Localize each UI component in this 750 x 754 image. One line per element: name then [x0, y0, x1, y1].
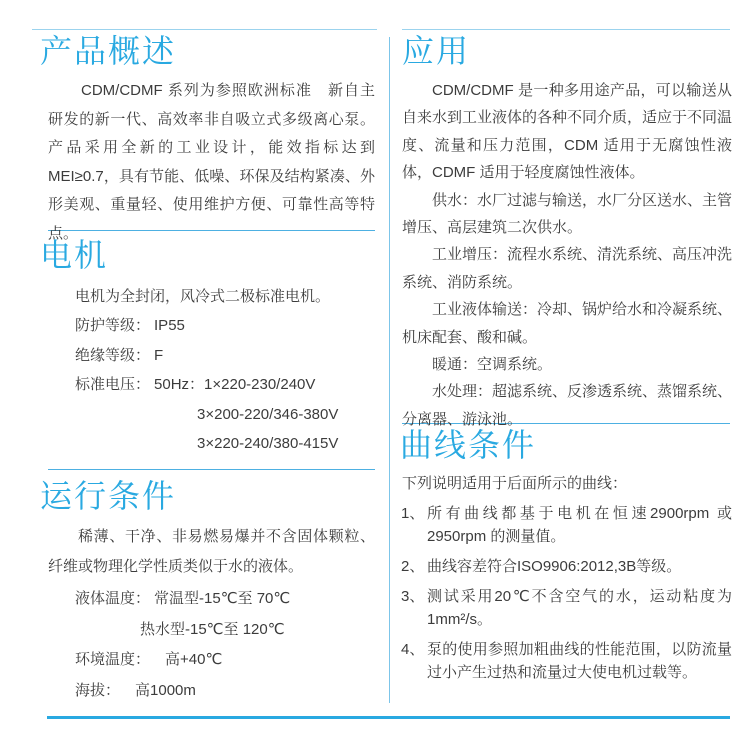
- curve-condition-item: [400, 638, 732, 684]
- operating-spec-liquid-temperature-continued: [75, 615, 377, 646]
- operating-spec-liquid-temperature: [75, 584, 377, 615]
- spec-value: F: [154, 346, 164, 364]
- operating-conditions-title: 运行条件: [40, 478, 177, 514]
- application-paragraph-liquid-transfer: 工业液体输送：冷却、锅炉给水和冷凝系统、机床配套、酸和碱。: [402, 301, 733, 346]
- spec-label: 标准电压：: [75, 376, 151, 393]
- spec-label: 环境温度：: [75, 651, 151, 668]
- spec-value: 热水型-15℃至 120℃: [140, 620, 285, 638]
- application-paragraph-hvac: 暖通：空调系统。: [432, 356, 553, 374]
- bottom-rule: [47, 716, 730, 719]
- list-item-number: 2、: [401, 558, 425, 575]
- motor-spec-standard-voltage: [75, 370, 377, 400]
- list-item-number: 3、: [401, 588, 425, 605]
- operating-spec-ambient-temperature: [75, 645, 377, 676]
- top-rule-right: [402, 29, 730, 30]
- spec-value: 3×200-220/346-380V: [197, 405, 339, 423]
- application-paragraph-water-supply: 供水：水厂过滤与输送，水厂分区送水、主管增压、高层建筑二次供水。: [402, 191, 733, 237]
- motor-spec-voltage-continued: [75, 429, 377, 459]
- curve-conditions-intro: 下列说明适用于后面所示的曲线：: [402, 475, 628, 492]
- divider-motor-operating: [48, 469, 375, 470]
- spec-value: 常温型-15℃至 70℃: [154, 590, 291, 607]
- spec-label: 海拔：: [75, 681, 121, 699]
- list-item-text: 曲线容差符合ISO9906:2012,3B等级。: [427, 558, 682, 575]
- motor-spec-insulation-class: [75, 341, 377, 371]
- top-rule-left: [32, 29, 377, 30]
- spec-value: 高+40℃: [165, 651, 223, 668]
- application-paragraph-general: CDM/CDMF 是一种多用途产品，可以输送从自来水到工业液体的各种不同介质，适应于不同温度、流量和压力范围，CDM 适用于无腐蚀性液体，CDMF 适用于轻度腐蚀性液体。: [402, 82, 733, 182]
- spec-value: 3×220-240/380-415V: [197, 435, 339, 452]
- section-curve-conditions: [400, 428, 732, 691]
- application-paragraph-water-treatment: 水处理：超滤系统、反渗透系统、蒸馏系统、分离器、游泳池。: [402, 383, 733, 428]
- motor-intro: 电机为全封闭，风冷式二极标准电机。: [75, 288, 331, 305]
- section-application: [402, 34, 732, 433]
- curve-condition-item: [400, 585, 732, 631]
- list-item-text: 泵的使用参照加粗曲线的性能范围，以防流量过小产生过热和流量过大使电机过载等。: [427, 641, 732, 681]
- spec-value: 50Hz：1×220-230/240V: [154, 376, 316, 393]
- column-divider: [389, 37, 390, 703]
- spec-label: 绝缘等级：: [75, 346, 151, 364]
- product-overview-paragraph: CDM/CDMF 系列为参照欧洲标准 新自主研发的新一代、高效率非自吸立式多级离心泵。产品采用全新的工业设计，能效指标达到 MEI≥0.7，具有节能、低噪、环保及结构紧凑、外形美观、重量轻、使用维护方便、可靠性高等特点。: [48, 82, 375, 242]
- curve-condition-item: [400, 555, 732, 578]
- spec-label: 液体温度：: [75, 590, 151, 607]
- motor-spec-voltage-continued: [75, 400, 377, 430]
- spec-label: 防护等级：: [75, 317, 151, 334]
- curve-condition-item: [400, 502, 732, 548]
- list-item-number: 4、: [401, 641, 425, 658]
- operating-conditions-paragraph: 稀薄、干净、非易燃易爆并不含固体颗粒、纤维或物理化学性质类似于水的液体。: [48, 528, 375, 575]
- motor-title: 电机: [40, 237, 109, 273]
- application-paragraph-industrial-boost: 工业增压：流程水系统、清洗系统、高压冲洗系统、消防系统。: [402, 246, 733, 291]
- list-item-text: 所有曲线都基于电机在恒速2900rpm 或2950rpm 的测量值。: [427, 505, 732, 545]
- application-title: 应用: [402, 33, 471, 69]
- motor-spec-protection-class: [75, 311, 377, 341]
- list-item-text: 测试采用20℃不含空气的水，运动粘度为1mm²/s。: [427, 588, 732, 628]
- section-motor: [40, 238, 377, 459]
- curve-conditions-title: 曲线条件: [400, 427, 537, 463]
- section-operating-conditions: [40, 479, 377, 706]
- spec-value: IP55: [154, 317, 185, 334]
- operating-spec-altitude: [75, 676, 377, 707]
- spec-value: 高1000m: [135, 681, 196, 699]
- section-product-overview: [40, 34, 377, 248]
- product-overview-title: 产品概述: [40, 33, 177, 69]
- list-item-number: 1、: [401, 505, 425, 522]
